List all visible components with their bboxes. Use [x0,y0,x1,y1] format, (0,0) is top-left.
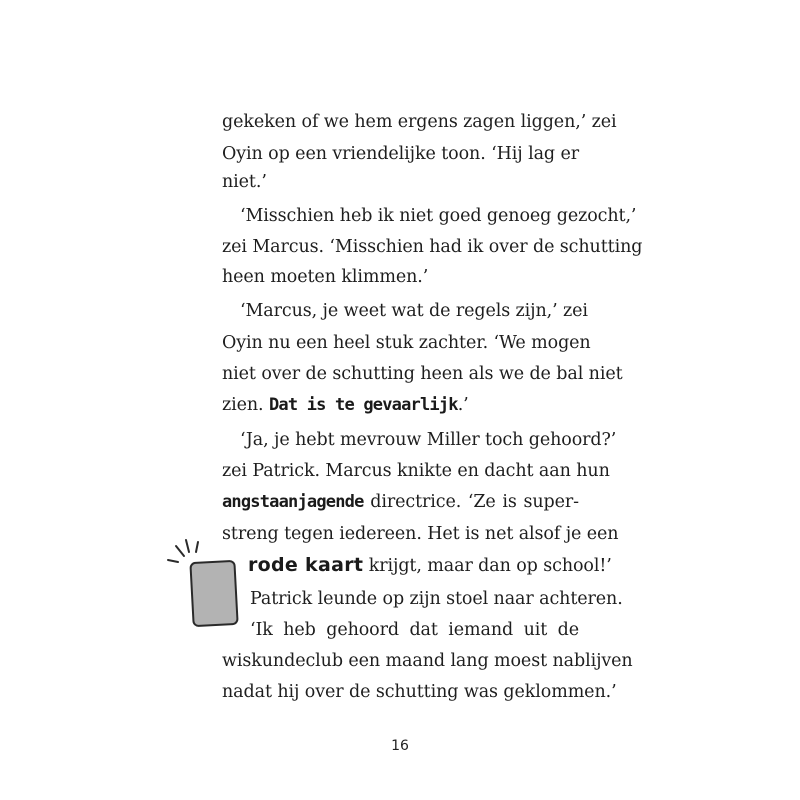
line-text: zei Marcus. ‘Misschien had ik over de schutting [222,237,643,257]
text-line-18 [222,645,633,677]
emphasis-text: rode kaart [248,554,364,576]
text-line-6 [222,261,579,293]
line-text-post: krijgt, maar dan op school!’ [363,556,612,576]
line-text: heen moeten klimmen.’ [222,267,429,287]
text-line-16 [250,583,623,615]
text-line-19 [222,676,617,708]
text-line-5 [222,231,643,263]
line-text: Oyin nu een heel stuk zachter. ‘We mogen [222,333,591,353]
text-line-8 [222,327,591,359]
red-card-illustration-icon [164,538,244,633]
page-number: 16 [391,738,409,754]
text-line-17 [250,614,579,646]
text-line-15 [248,549,612,581]
line-text: niet over de schutting heen als we de bal niet [222,364,623,384]
line-text: wiskundeclub een maand lang moest nablijven [222,651,633,671]
emphasis-text: angstaanjagende [222,492,364,512]
text-line-14 [222,518,619,550]
line-text: ‘Marcus, je weet wat de regels zijn,’ zei [240,301,588,321]
line-text: zei Patrick. Marcus knikte en dacht aan hun [222,461,610,481]
text-line-13 [222,486,579,518]
line-text: gekeken of we hem ergens zagen liggen,’ zei [222,112,617,132]
text-line-1 [222,106,617,138]
line-text: Oyin op een vriendelijke toon. ‘Hij lag er [222,144,579,164]
line-text: ‘Ja, je hebt mevrouw Miller toch gehoord?’ [240,430,617,450]
text-line-10 [222,389,579,421]
line-text: ‘Misschien heb ik niet goed genoeg gezocht,’ [240,206,637,226]
text-line-9 [222,358,623,390]
line-text: niet.’ [222,172,267,192]
line-text: Patrick leunde op zijn stoel naar achteren. [250,589,623,609]
line-text: ‘Ik heb gehoord dat iemand uit de [250,620,579,640]
text-line-12 [222,455,610,487]
line-text: nadat hij over de schutting was geklommen.’ [222,682,617,702]
line-text-pre: zien. [222,395,269,415]
text-line-11 [240,424,617,456]
text-line-4 [240,200,637,232]
emphasis-text: Dat is te gevaarlijk [268,395,458,415]
text-line-3 [222,166,579,198]
line-text-post: directrice. ‘Ze is super- [363,492,579,512]
line-text-post: .’ [457,395,469,415]
line-text: streng tegen iedereen. Het is net alsof je een [222,524,619,544]
text-line-7 [240,295,588,327]
